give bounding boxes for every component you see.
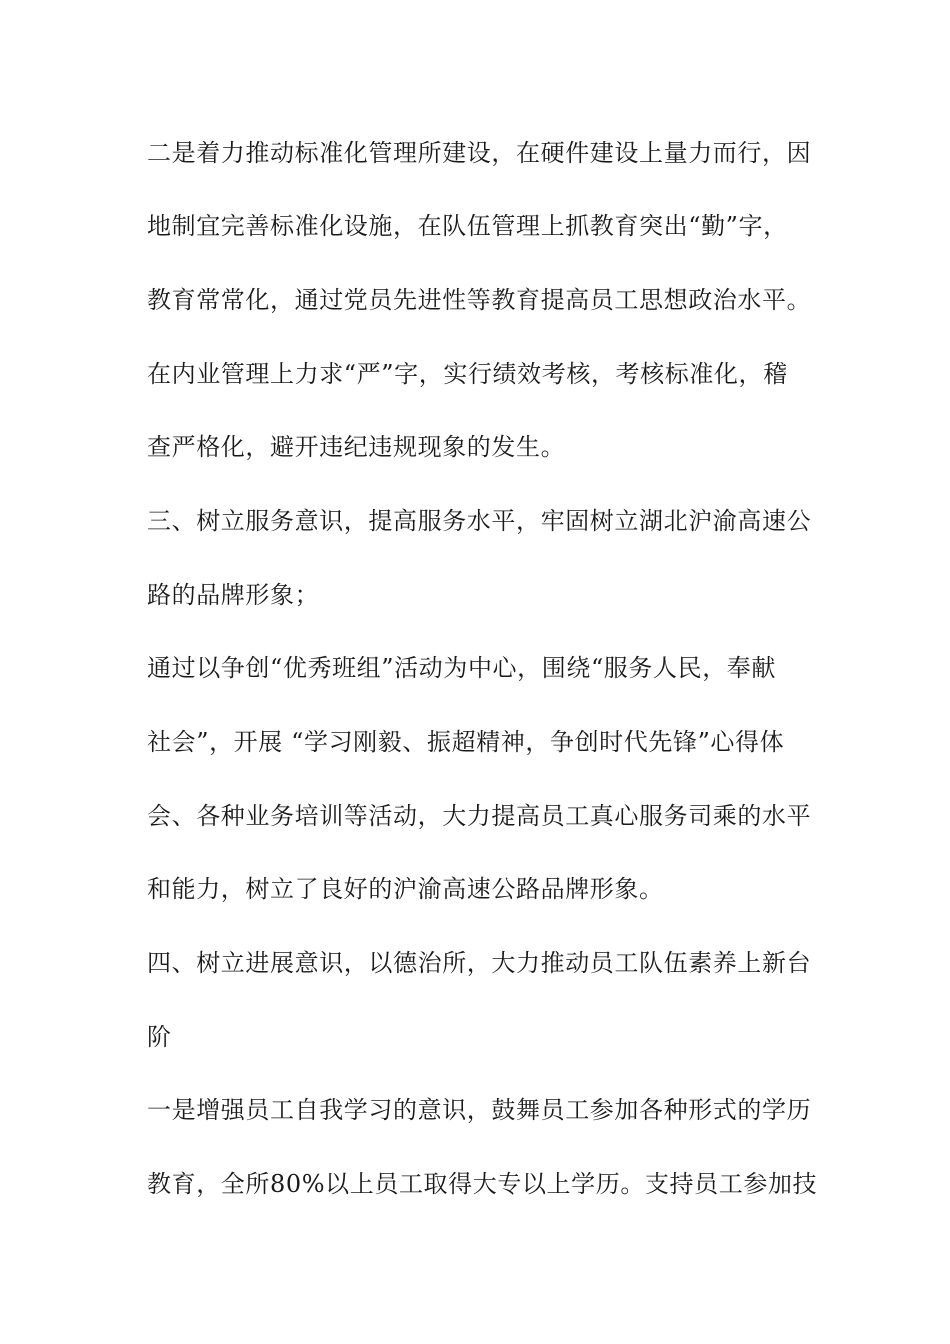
section-heading: 三、树立服务意识，提高服务水平，牢固树立湖北沪渝高速公 (147, 507, 812, 535)
section-heading: 阶 (147, 1023, 172, 1051)
text-line: 地制宜完善标准化设施，在队伍管理上抓教育突出“勤”字， (147, 212, 788, 240)
text-line: 教育，全所80%以上员工取得大专以上学历。支持员工参加技 (147, 1170, 818, 1198)
text-line: 教育常常化，通过党员先进性等教育提高员工思想政治水平。 (147, 286, 812, 314)
text-line: 通过以争创“优秀班组”活动为中心，围绕“服务人民，奉献 (147, 654, 777, 682)
text-line: 查严格化，避开违纪违规现象的发生。 (147, 433, 566, 461)
text-line: 在内业管理上力求“严”字，实行绩效考核，考核标准化，稽 (147, 360, 788, 388)
section-heading: 路的品牌形象； (147, 581, 320, 609)
text-line: 二是着力推动标准化管理所建设，在硬件建设上量力而行，因 (147, 139, 812, 167)
text-line: 社会”，开展 “学习刚毅、振超精神，争创时代先锋”心得体 (147, 728, 785, 756)
text-line: 一是增强员工自我学习的意识，鼓舞员工参加各种形式的学历 (147, 1096, 812, 1124)
text-line: 会、各种业务培训等活动，大力提高员工真心服务司乘的水平 (147, 802, 812, 830)
text-line: 和能力，树立了良好的沪渝高速公路品牌形象。 (147, 875, 664, 903)
section-heading: 四、树立进展意识，以德治所，大力推动员工队伍素养上新台 (147, 949, 812, 977)
